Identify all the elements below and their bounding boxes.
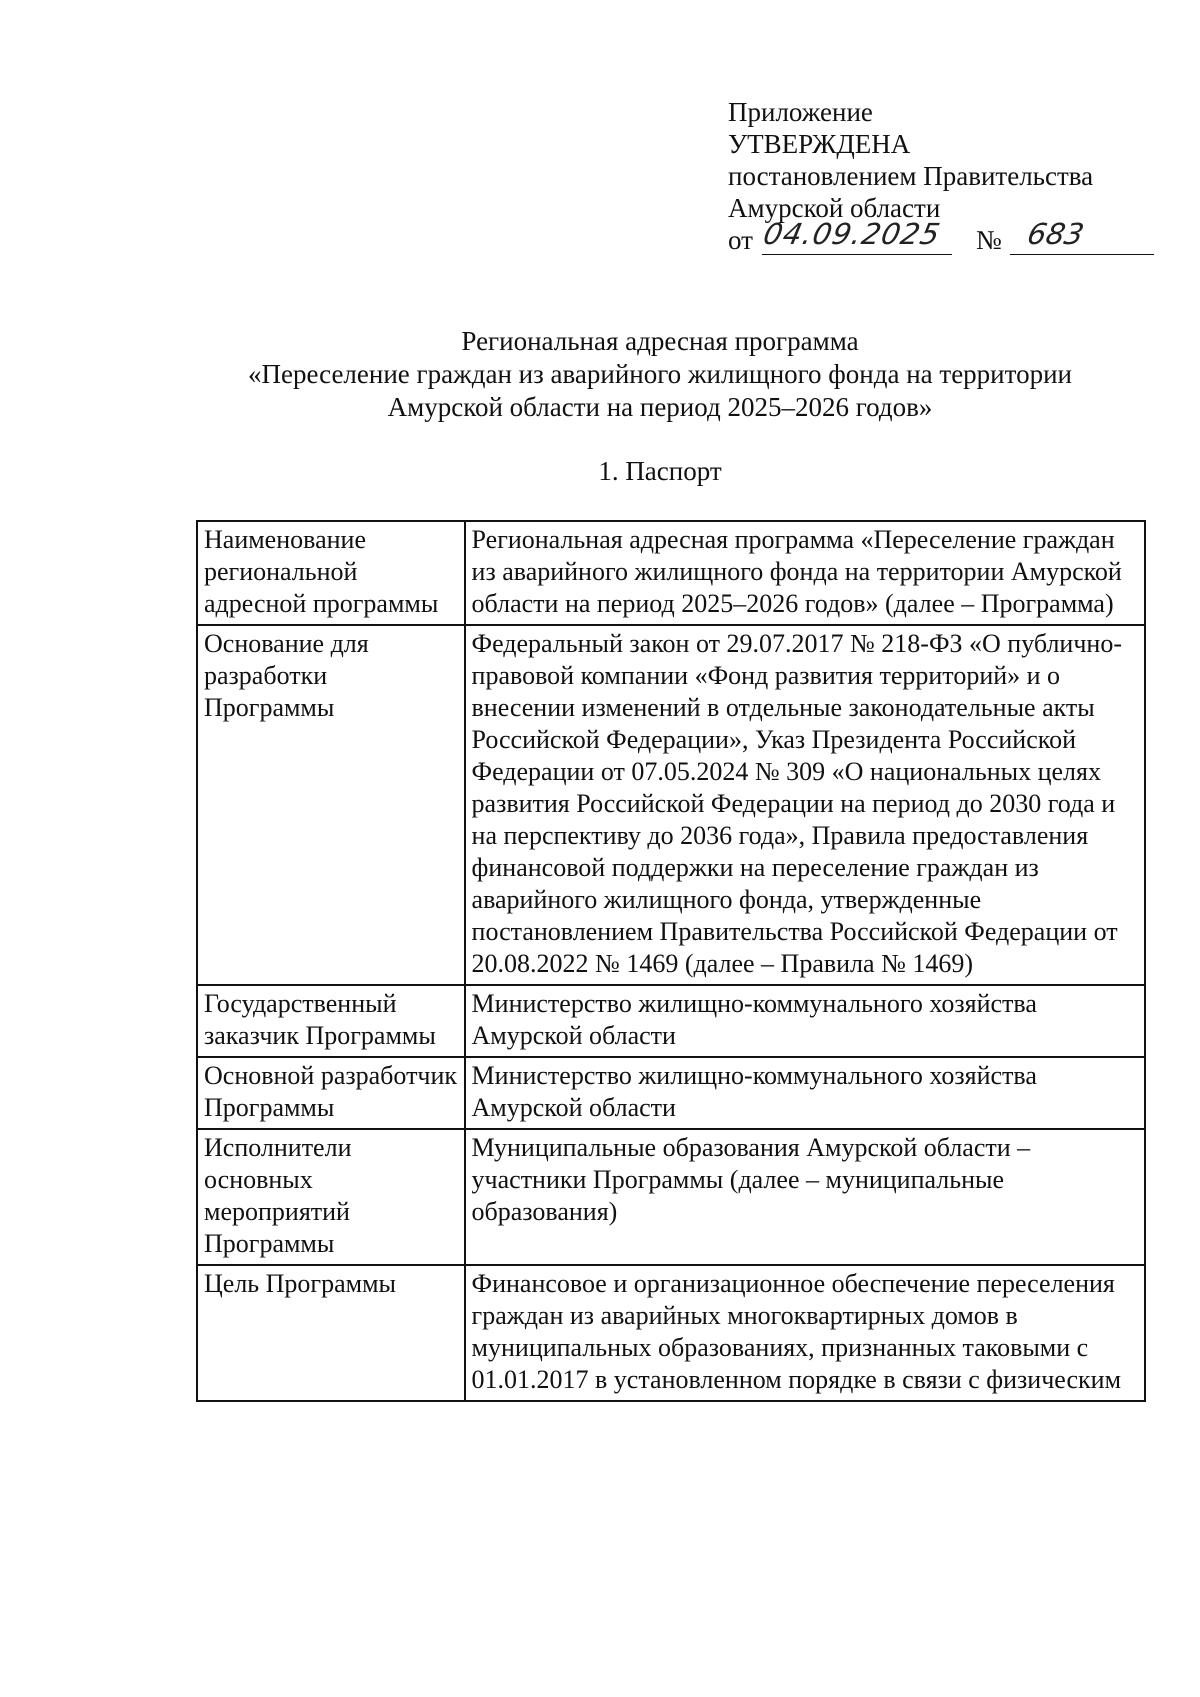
number-label: № bbox=[976, 225, 1002, 255]
row-name-cell: Государственный заказчик Программы bbox=[197, 985, 465, 1057]
row-name-cell: Основной разработчик Программы bbox=[197, 1057, 465, 1129]
row-name-cell: Наименование региональной адресной программы bbox=[197, 521, 465, 625]
table-row bbox=[197, 1265, 1145, 1401]
number-underline bbox=[1010, 254, 1154, 255]
approval-date-number-line bbox=[728, 217, 1148, 264]
approval-line-appendix: Приложение bbox=[728, 97, 873, 127]
row-value-cell: Финансовое и организационное обеспечение переселения граждан из аварийных многоквартирных домов в муниципальных образованиях, признанных таковыми с 01.01.2017 в установленном порядке в связи с физическим bbox=[465, 1265, 1145, 1401]
row-value-cell: Федеральный закон от 29.07.2017 № 218-ФЗ «О публично-правовой компании «Фонд развития территорий» и о внесении изменений в отдельные законодательные акты Российской Федерации», Указ Президента Российской Федерации от 07.05.2024 № 309 «О национальных целях развития Российской Федерации на период до 2030 года и на перспективу до 2036 года», Правила предоставления финансовой поддержки на переселение граждан из аварийного жилищного фонда, утвержденные постановлением Правительства Российской Федерации от 20.08.2022 № 1469 (далее – Правила № 1469) bbox=[465, 625, 1145, 985]
table-row bbox=[197, 521, 1145, 625]
table-row bbox=[197, 1129, 1145, 1265]
date-underline bbox=[762, 254, 952, 255]
handwritten-date: 04.09.2025 bbox=[760, 217, 944, 251]
section-heading: 1. Паспорт bbox=[598, 456, 722, 486]
row-value-cell: Муниципальные образования Амурской области – участники Программы (далее – муниципальные образования) bbox=[465, 1129, 1145, 1265]
row-value-cell: Министерство жилищно-коммунального хозяйства Амурской области bbox=[465, 985, 1145, 1057]
program-title-line-1: Региональная адресная программа bbox=[461, 326, 859, 356]
row-value-cell: Региональная адресная программа «Переселение граждан из аварийного жилищного фонда на территории Амурской области на период 2025–2026 годов» (далее – Программа) bbox=[465, 521, 1145, 625]
approval-line-resolution: постановлением Правительства bbox=[728, 161, 1094, 191]
program-title-line-3: Амурской области на период 2025–2026 годов» bbox=[387, 392, 933, 422]
row-name-cell: Исполнители основных мероприятий Программы bbox=[197, 1129, 465, 1265]
table-row bbox=[197, 625, 1145, 985]
row-name-cell: Основание для разработки Программы bbox=[197, 625, 465, 985]
table-row bbox=[197, 1057, 1145, 1129]
row-name-cell: Цель Программы bbox=[197, 1265, 465, 1401]
passport-table bbox=[196, 520, 1146, 1402]
approval-line-approved: УТВЕРЖДЕНА bbox=[728, 129, 911, 159]
date-prefix: от bbox=[728, 225, 753, 255]
row-value-cell: Министерство жилищно-коммунального хозяйства Амурской области bbox=[465, 1057, 1145, 1129]
approval-block bbox=[728, 96, 1148, 264]
program-title bbox=[180, 325, 1140, 424]
handwritten-number: 683 bbox=[1024, 217, 1087, 251]
approval-line-region: Амурской области bbox=[728, 193, 941, 223]
table-row bbox=[197, 985, 1145, 1057]
program-title-line-2: «Переселение граждан из аварийного жилищного фонда на территории bbox=[248, 359, 1072, 389]
